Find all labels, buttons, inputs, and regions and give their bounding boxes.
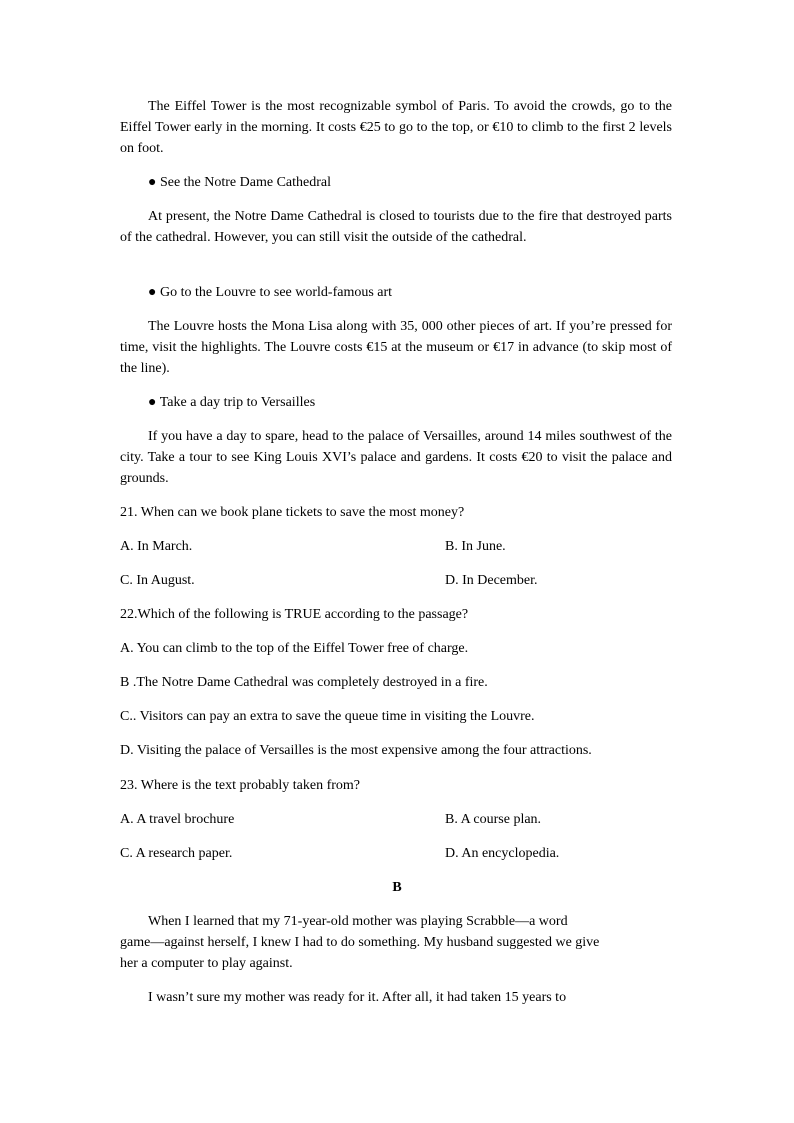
question-22-option-a: A. You can climb to the top of the Eiffel Tower free of charge. bbox=[120, 641, 469, 656]
question-21-option-c: C. In August. bbox=[120, 573, 195, 588]
heading-versailles: ● Take a day trip to Versailles bbox=[148, 395, 316, 410]
question-21-option-a: A. In March. bbox=[120, 539, 193, 554]
question-21-option-b: B. In June. bbox=[445, 539, 506, 554]
paragraph-notre-dame: At present, the Notre Dame Cathedral is closed to tourists due to the fire that destroyed parts of the cathedral. However, you can still visit the outside of the cathedral. bbox=[120, 209, 672, 245]
question-22-option-b: B .The Notre Dame Cathedral was completely destroyed in a fire. bbox=[120, 675, 488, 690]
question-22-option-d: D. Visiting the palace of Versailles is the most expensive among the four attractions. bbox=[120, 743, 592, 758]
question-23-option-c: C. A research paper. bbox=[120, 846, 233, 861]
heading-notre-dame: ● See the Notre Dame Cathedral bbox=[148, 175, 331, 190]
question-23-option-b: B. A course plan. bbox=[445, 812, 542, 827]
question-23-option-a: A. A travel brochure bbox=[120, 812, 235, 827]
section-b-paragraph-2-line-1: I wasn’t sure my mother was ready for it. After all, it had taken 15 years to bbox=[148, 990, 567, 1005]
paragraph-louvre: The Louvre hosts the Mona Lisa along with 35, 000 other pieces of art. If you’re pressed for time, visit the highlights. The Louvre costs €15 at the museum or €17 in advance (to skip most of the line). bbox=[120, 319, 672, 376]
question-23-stem: 23. Where is the text probably taken from? bbox=[120, 778, 360, 793]
question-21-option-d: D. In December. bbox=[445, 573, 538, 588]
section-b-paragraph-1-line-3: her a computer to play against. bbox=[120, 956, 293, 971]
section-b-title: B bbox=[392, 880, 402, 895]
paragraph-eiffel-tower: The Eiffel Tower is the most recognizable symbol of Paris. To avoid the crowds, go to the Eiffel Tower early in the morning. It costs €25 to go to the top, or €10 to climb to the first 2 levels on foot. bbox=[120, 99, 672, 156]
section-b-paragraph-1-line-2: game—against herself, I knew I had to do something. My husband suggested we give bbox=[120, 935, 600, 950]
question-22-option-c: C.. Visitors can pay an extra to save the queue time in visiting the Louvre. bbox=[120, 709, 535, 724]
question-22-stem: 22.Which of the following is TRUE according to the passage? bbox=[120, 607, 469, 622]
paragraph-versailles: If you have a day to spare, head to the palace of Versailles, around 14 miles southwest of the city. Take a tour to see King Louis XVI’s palace and gardens. It costs €20 to visit the palace and grounds. bbox=[120, 429, 672, 486]
section-b-paragraph-1-line-1: When I learned that my 71-year-old mother was playing Scrabble—a word bbox=[148, 914, 568, 929]
question-23-option-d: D. An encyclopedia. bbox=[445, 846, 560, 861]
question-21-stem: 21. When can we book plane tickets to save the most money? bbox=[120, 505, 465, 520]
heading-louvre: ● Go to the Louvre to see world-famous art bbox=[148, 285, 393, 300]
